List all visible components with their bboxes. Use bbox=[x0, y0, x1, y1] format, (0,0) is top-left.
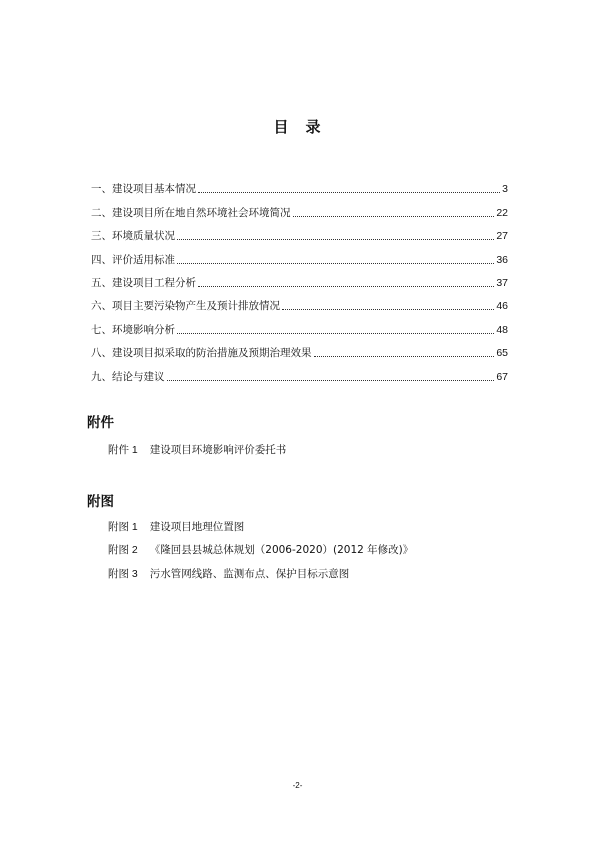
toc-leader-dots bbox=[198, 285, 494, 287]
attachment-text: 建设项目环境影响评价委托书 bbox=[149, 444, 287, 456]
figure-item[interactable] bbox=[108, 566, 349, 581]
toc-entry[interactable] bbox=[91, 196, 508, 219]
toc-entry-page: 22 bbox=[496, 206, 508, 219]
toc-entry-label: 九、结论与建议 bbox=[91, 370, 165, 383]
figure-item[interactable] bbox=[108, 519, 244, 534]
toc-entry[interactable] bbox=[91, 173, 508, 196]
toc-entry-label: 五、建设项目工程分析 bbox=[91, 276, 196, 289]
page-number: -2- bbox=[292, 781, 303, 790]
figure-text: 污水管网线路、监测布点、保护目标示意图 bbox=[149, 568, 350, 580]
toc-leader-dots bbox=[293, 215, 495, 217]
attachments-heading: 附件 bbox=[87, 415, 114, 431]
toc-entry-page: 36 bbox=[496, 253, 508, 266]
toc-entry-label: 七、环境影响分析 bbox=[91, 323, 175, 336]
toc-entry-page: 3 bbox=[502, 183, 508, 196]
figures-heading: 附图 bbox=[87, 494, 114, 510]
figure-number: 附图 3 bbox=[108, 568, 138, 580]
toc-leader-dots bbox=[314, 355, 495, 357]
attachment-number: 附件 1 bbox=[108, 444, 138, 456]
toc-leader-dots bbox=[177, 332, 494, 334]
toc-entry-page: 37 bbox=[496, 276, 508, 289]
toc-entry-label: 三、环境质量状况 bbox=[91, 230, 175, 243]
toc-leader-dots bbox=[177, 262, 494, 264]
toc-entry-label: 一、建设项目基本情况 bbox=[91, 183, 196, 196]
figure-number: 附图 2 bbox=[108, 544, 138, 556]
toc-entry[interactable] bbox=[91, 290, 508, 313]
toc-entry-page: 48 bbox=[496, 323, 508, 336]
document-title: 目 录 bbox=[273, 118, 322, 136]
toc-entry-label: 四、评价适用标准 bbox=[91, 253, 175, 266]
figure-text: 建设项目地理位置图 bbox=[149, 521, 245, 533]
toc-entry[interactable] bbox=[91, 267, 508, 290]
toc-entry-label: 二、建设项目所在地自然环境社会环境简况 bbox=[91, 206, 291, 219]
toc-entry-label: 六、项目主要污染物产生及预计排放情况 bbox=[91, 300, 280, 313]
figure-text: 《隆回县县城总体规划（2006-2020）(2012 年修改)》 bbox=[149, 544, 414, 556]
toc-entry[interactable] bbox=[91, 337, 508, 360]
attachment-item[interactable] bbox=[108, 442, 286, 457]
toc-entry-page: 27 bbox=[496, 230, 508, 243]
toc-leader-dots bbox=[167, 379, 495, 381]
toc-entry[interactable] bbox=[91, 360, 508, 383]
toc-entry-page: 65 bbox=[496, 347, 508, 360]
figure-number: 附图 1 bbox=[108, 521, 138, 533]
toc-entry[interactable] bbox=[91, 313, 508, 336]
toc-entry-page: 67 bbox=[496, 370, 508, 383]
toc-entry-label: 八、建设项目拟采取的防治措施及预期治理效果 bbox=[91, 347, 312, 360]
toc-entry[interactable] bbox=[91, 243, 508, 266]
toc-entry-page: 46 bbox=[496, 300, 508, 313]
toc-entry[interactable] bbox=[91, 220, 508, 243]
table-of-contents bbox=[91, 173, 508, 384]
toc-leader-dots bbox=[177, 238, 494, 240]
toc-leader-dots bbox=[198, 191, 500, 193]
toc-leader-dots bbox=[282, 308, 494, 310]
figure-item[interactable] bbox=[108, 542, 413, 557]
